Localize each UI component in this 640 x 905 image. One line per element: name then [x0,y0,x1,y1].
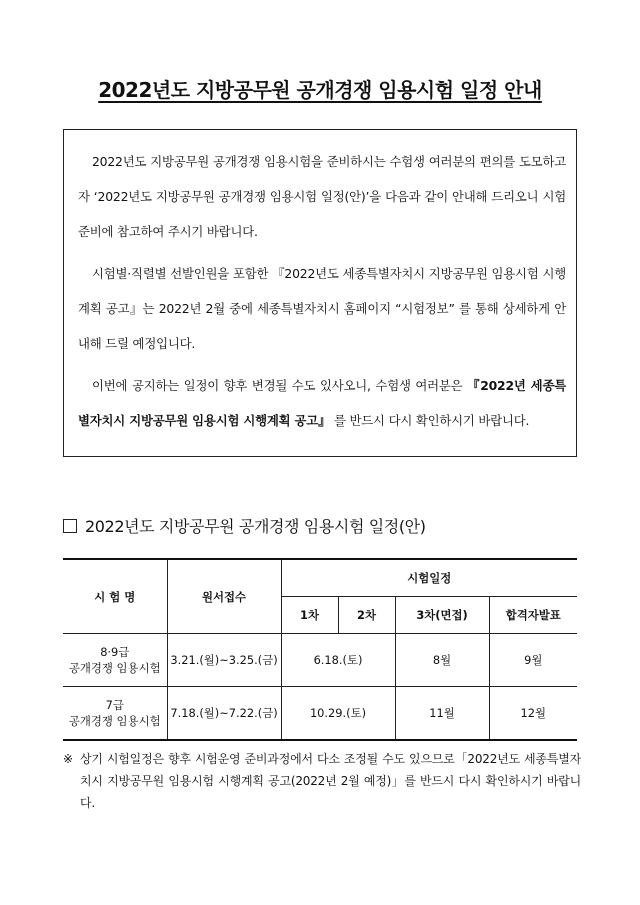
notice-p3-bold: 『2022년 세종특별자치시 지방공무원 임용시험 시행계획 공고』 [78,378,566,428]
header-round3: 3차(면접) [395,597,489,634]
table-row [63,634,577,687]
exam-name-cell: 8·9급 공개경쟁 임용시험 [63,634,167,687]
table-row [63,687,577,741]
header-announce: 합격자발표 [489,597,577,634]
checkbox-square-icon [63,519,77,533]
section-title [63,514,426,537]
header-exam-name: 시 험 명 [63,559,167,634]
exam-name-cell: 7급 공개경쟁 임용시험 [63,687,167,741]
announce-cell: 9월 [489,634,577,687]
header-round1: 1차 [281,597,338,634]
reference-mark-icon: ※ [63,752,73,766]
section-title-text: 2022년도 지방공무원 공개경쟁 임용시험 일정(안) [85,517,426,536]
round3-cell: 8월 [395,634,489,687]
round12-cell: 10.29.(토) [281,687,395,741]
footnote [63,748,581,814]
notice-paragraph-1: 2022년도 지방공무원 공개경쟁 임용시험을 준비하시는 수험생 여러분의 편의를 도모하고자 ‘2022년도 지방공무원 공개경쟁 임용시험 일정(안)’을 다음과 같이 안내해 드리오니 시험 준비에 참고하여 주시기 바랍니다. [78,154,566,239]
application-cell: 3.21.(월)~3.25.(금) [167,634,281,687]
announce-cell: 12월 [489,687,577,741]
footnote-text: 상기 시험일정은 향후 시험운영 준비과정에서 다소 조정될 수도 있으므로「2022년도 세종특별자치시 지방공무원 임용시험 시행계획 공고(2022년 2월 예정)」를 반드시 다시 확인하시기 바랍니다. [80,752,581,810]
round12-cell: 6.18.(토) [281,634,395,687]
header-round2: 2차 [338,597,395,634]
notice-p3-pre: 이번에 공지하는 일정이 향후 변경될 수도 있사오니, 수험생 여러분은 [92,378,468,393]
application-cell: 7.18.(월)~7.22.(금) [167,687,281,741]
round3-cell: 11월 [395,687,489,741]
notice-paragraph-3 [78,368,566,438]
notice-box [63,129,577,457]
header-schedule: 시험일정 [281,559,577,597]
schedule-table [63,558,577,741]
header-application: 원서접수 [167,559,281,634]
notice-p3-post: 를 반드시 다시 확인하시기 바랍니다. [334,413,530,428]
notice-paragraph-2: 시험별·직렬별 선발인원을 포함한 『2022년도 세종특별자치시 지방공무원 임용시험 시행계획 공고』는 2022년 2월 중에 세종특별자치시 홈페이지 “시험정보” 를 통해 상세하게 안내해 드릴 예정입니다. [78,266,566,351]
page-title: 2022년도 지방공무원 공개경쟁 임용시험 일정 안내 [98,78,542,102]
